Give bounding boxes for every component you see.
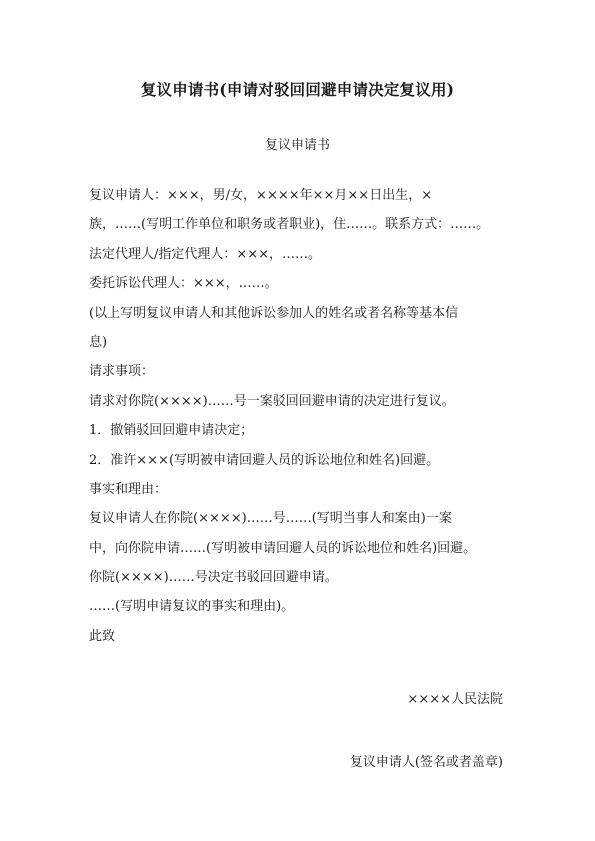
court-name: ××××人民法院 [407, 692, 503, 707]
applicant-signature: 复议申请人(签名或者盖章) [349, 755, 503, 770]
request-item-1: 1．撤销驳回回避申请决定； [89, 423, 254, 439]
body-line: 复议申请人在你院(××××)……号……(写明当事人和案由)一案 [89, 511, 452, 527]
body-line: 复议申请人：×××，男/女，××××年××月××日出生，× [89, 188, 433, 203]
document-body [89, 186, 519, 656]
body-line: 中，向你院申请……(写明被申请回避人员的诉讼地位和姓名)回避。 [89, 540, 477, 556]
body-line: 息) [89, 334, 108, 350]
section-heading-facts: 事实和理由： [89, 481, 168, 497]
body-line: 请求对你院(××××)……号一案驳回回避申请的决定进行复议。 [89, 393, 455, 409]
closing-salutation: 此致 [89, 628, 116, 644]
document-title: 复议申请书(申请对驳回回避申请决定复议用) [140, 80, 455, 99]
body-line: (以上写明复议申请人和其他诉讼参加人的姓名或者名称等基本信 [89, 305, 459, 321]
body-line: 委托诉讼代理人：×××，……。 [89, 276, 278, 292]
body-line: ……(写明申请复议的事实和理由)。 [89, 599, 295, 615]
body-line: 族，……(写明工作单位和职务或者职业)，住……。联系方式：……。 [89, 217, 490, 233]
section-heading-request: 请求事项： [89, 364, 155, 380]
document-subtitle: 复议申请书 [264, 138, 330, 153]
body-line: 法定代理人/指定代理人：×××，……。 [89, 246, 322, 262]
body-line: 你院(××××)……号决定书驳回回避申请。 [89, 570, 338, 586]
request-item-2: 2．准许×××(写明被申请回避人员的诉讼地位和姓名)回避。 [89, 452, 440, 468]
